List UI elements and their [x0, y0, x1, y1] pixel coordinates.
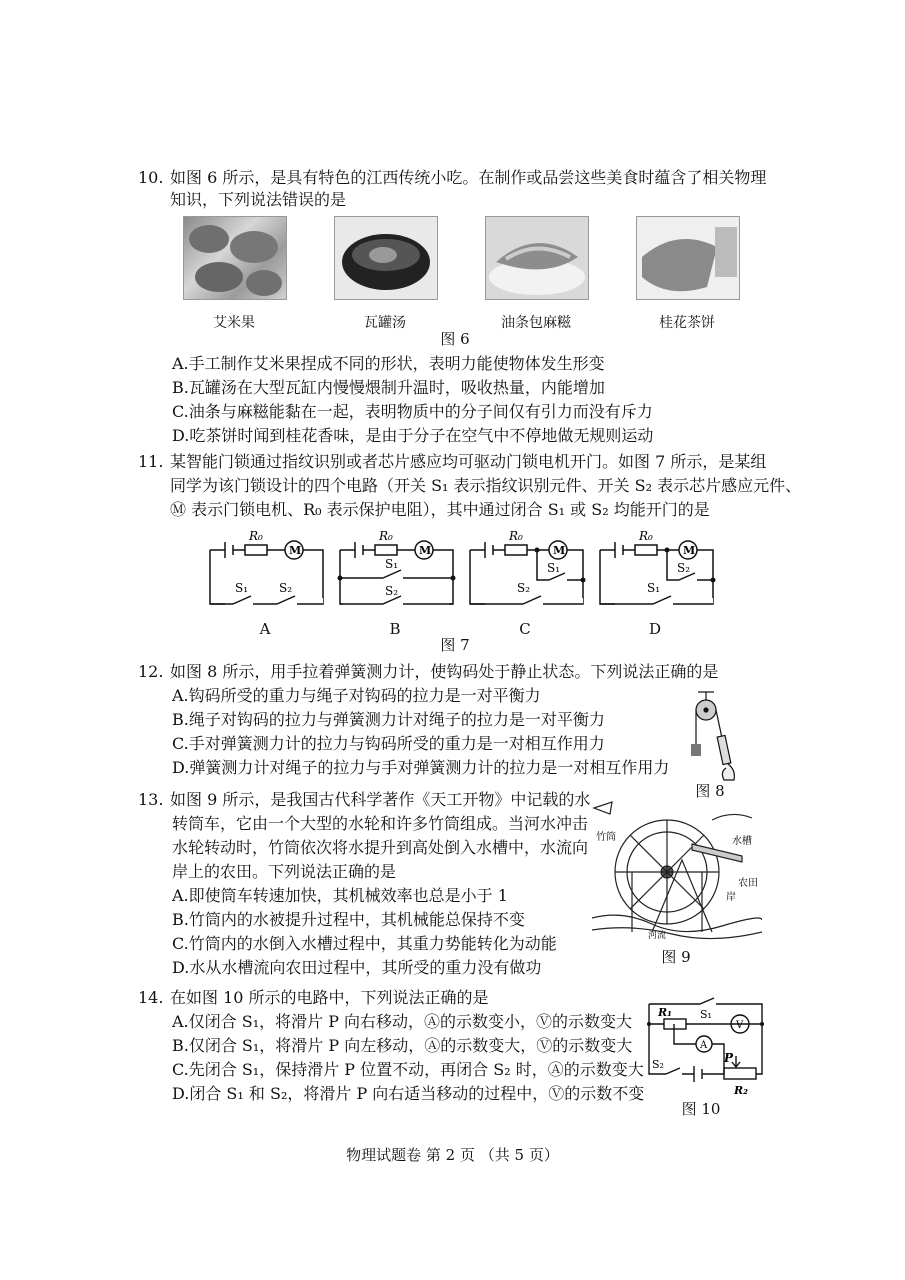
q13-number: 13.: [138, 790, 164, 809]
circuit-label-a: A: [259, 620, 271, 638]
q13-stem-line3: 水轮转动时，竹筒依次将水提升到高处倒入水槽中，水流向: [172, 838, 589, 857]
q11-line1: 某智能门锁通过指纹识别或者芯片感应均可驱动门锁电机开门。如图 7 所示，是某组: [170, 452, 767, 471]
q13-option-c: C.竹筒内的水倒入水槽过程中，其重力势能转化为动能: [172, 934, 557, 953]
figure-9-text-trough: 水槽: [732, 836, 752, 847]
photo-waguantang: [334, 216, 438, 300]
q13-option-d: D.水从水槽流向农田过程中，其所受的重力没有做功: [172, 958, 542, 977]
photo-caption-youtiao-maci: 油条包麻糍: [501, 315, 571, 331]
circuit-c-r0: R₀: [509, 529, 523, 543]
circuit-a-s2: S₂: [279, 581, 293, 595]
circuit-b-s2: S₂: [385, 584, 399, 598]
circuit-c-s2: S₂: [517, 581, 531, 595]
circuit-a-s1: S₁: [235, 581, 249, 595]
q14-option-c: C.先闭合 S₁，保持滑片 P 位置不动，再闭合 S₂ 时，Ⓐ的示数变大: [172, 1060, 644, 1079]
photo-caption-guihua-chabing: 桂花茶饼: [659, 315, 715, 331]
circuit-d-s1: S₁: [647, 581, 661, 595]
circuit-c-s1: S₁: [547, 561, 561, 575]
photo-aimiguo: [183, 216, 287, 300]
q13-option-b: B.竹筒内的水被提升过程中，其机械能总保持不变: [172, 910, 525, 929]
figure-9-label: 图 9: [661, 948, 691, 966]
q13-option-a: A.即使筒车转速加快，其机械效率也总是小于 1: [172, 886, 508, 905]
figure-10-ammeter: A: [700, 1040, 708, 1051]
figure-9-waterwheel: [592, 800, 762, 940]
q10-option-b: B.瓦罐汤在大型瓦缸内慢慢煨制升温时，吸收热量，内能增加: [172, 378, 605, 397]
q14-option-b: B.仅闭合 S₁，将滑片 P 向左移动，Ⓐ的示数变大，Ⓥ的示数变大: [172, 1036, 633, 1055]
photo-caption-waguantang: 瓦罐汤: [364, 315, 406, 331]
q14-option-a: A.仅闭合 S₁，将滑片 P 向右移动，Ⓐ的示数变小，Ⓥ的示数变大: [172, 1012, 633, 1031]
circuit-label-c: C: [519, 620, 531, 638]
circuit-label-b: B: [389, 620, 401, 638]
figure-10-circuit: [644, 996, 770, 1100]
figure-10-r1: R₁: [658, 1006, 672, 1019]
figure-9-text-field: 农田: [738, 878, 758, 889]
circuit-b: [335, 528, 460, 608]
q13-stem-line4: 岸上的农田。下列说法正确的是: [172, 862, 397, 881]
circuit-a: [205, 528, 330, 608]
q13-stem-line2: 转筒车，它由一个大型的水轮和许多竹筒组成。当河水冲击: [172, 814, 589, 833]
q12-option-b: B.绳子对钩码的拉力与弹簧测力计对绳子的拉力是一对平衡力: [172, 710, 605, 729]
figure-10-s1: S₁: [700, 1008, 712, 1021]
photo-guihua-chabing: [636, 216, 740, 300]
q13-stem-line1: 如图 9 所示，是我国古代科学著作《天工开物》中记载的水: [170, 790, 591, 809]
page-footer: 物理试题卷 第 2 页 （共 5 页）: [346, 1146, 559, 1164]
q12-number: 12.: [138, 662, 164, 681]
circuit-d-s2: S₂: [677, 561, 691, 575]
circuit-b-r0: R₀: [379, 529, 393, 543]
figure-10-s2: S₂: [652, 1058, 664, 1071]
photo-youtiao-maci: [485, 216, 589, 300]
circuit-b-motor: M: [419, 544, 432, 557]
figure-7-label: 图 7: [440, 636, 470, 654]
circuit-label-d: D: [648, 620, 662, 638]
figure-9-text-bank: 岸: [726, 892, 736, 903]
q10-option-d: D.吃茶饼时闻到桂花香味，是由于分子在空气中不停地做无规则运动: [172, 426, 654, 445]
circuit-a-r0: R₀: [249, 529, 263, 543]
figure-10-voltmeter: V: [736, 1020, 744, 1031]
circuit-b-s1: S₁: [385, 557, 399, 571]
q12-stem: 如图 8 所示，用手拉着弹簧测力计，使钩码处于静止状态。下列说法正确的是: [170, 662, 719, 681]
q12-option-a: A.钩码所受的重力与绳子对钩码的拉力是一对平衡力: [172, 686, 541, 705]
photo-caption-aimiguo: 艾米果: [213, 315, 255, 331]
q10-option-a: A.手工制作艾米果捏成不同的形状，表明力能使物体发生形变: [172, 354, 605, 373]
circuit-d: [595, 528, 720, 608]
figure-10-label: 图 10: [681, 1100, 721, 1118]
figure-8-label: 图 8: [695, 782, 725, 800]
figure-6-label: 图 6: [440, 330, 470, 348]
q11-number: 11.: [138, 452, 164, 471]
circuit-c: [465, 528, 590, 608]
circuit-c-motor: M: [553, 544, 566, 557]
q10-number: 10.: [138, 168, 164, 187]
q11-line3: Ⓜ 表示门锁电机、R₀ 表示保护电阻），其中通过闭合 S₁ 或 S₂ 均能开门的是: [170, 500, 710, 519]
figure-9-text-tube: 竹筒: [596, 832, 616, 843]
q10-stem-line2: 知识，下列说法错误的是: [170, 190, 347, 209]
figure-8-drawing: [680, 690, 750, 782]
q11-line2: 同学为该门锁设计的四个电路（开关 S₁ 表示指纹识别元件、开关 S₂ 表示芯片感应元件、: [170, 476, 802, 495]
q14-stem: 在如图 10 所示的电路中，下列说法正确的是: [170, 988, 489, 1007]
circuit-d-r0: R₀: [639, 529, 653, 543]
figure-9-text-river: 河流: [648, 931, 667, 940]
circuit-d-motor: M: [683, 544, 696, 557]
q10-option-c: C.油条与麻糍能黏在一起，表明物质中的分子间仅有引力而没有斥力: [172, 402, 653, 421]
q12-option-c: C.手对弹簧测力计的拉力与钩码所受的重力是一对相互作用力: [172, 734, 605, 753]
q14-number: 14.: [138, 988, 164, 1007]
q10-stem-line1: 如图 6 所示，是具有特色的江西传统小吃。在制作或品尝这些美食时蕴含了相关物理: [170, 168, 767, 187]
figure-10-p: P: [724, 1051, 734, 1065]
circuit-a-motor: M: [289, 544, 302, 557]
q12-option-d: D.弹簧测力计对绳子的拉力与手对弹簧测力计的拉力是一对相互作用力: [172, 758, 670, 777]
q14-option-d: D.闭合 S₁ 和 S₂，将滑片 P 向右适当移动的过程中，Ⓥ的示数不变: [172, 1084, 645, 1103]
figure-10-r2: R₂: [734, 1084, 748, 1097]
